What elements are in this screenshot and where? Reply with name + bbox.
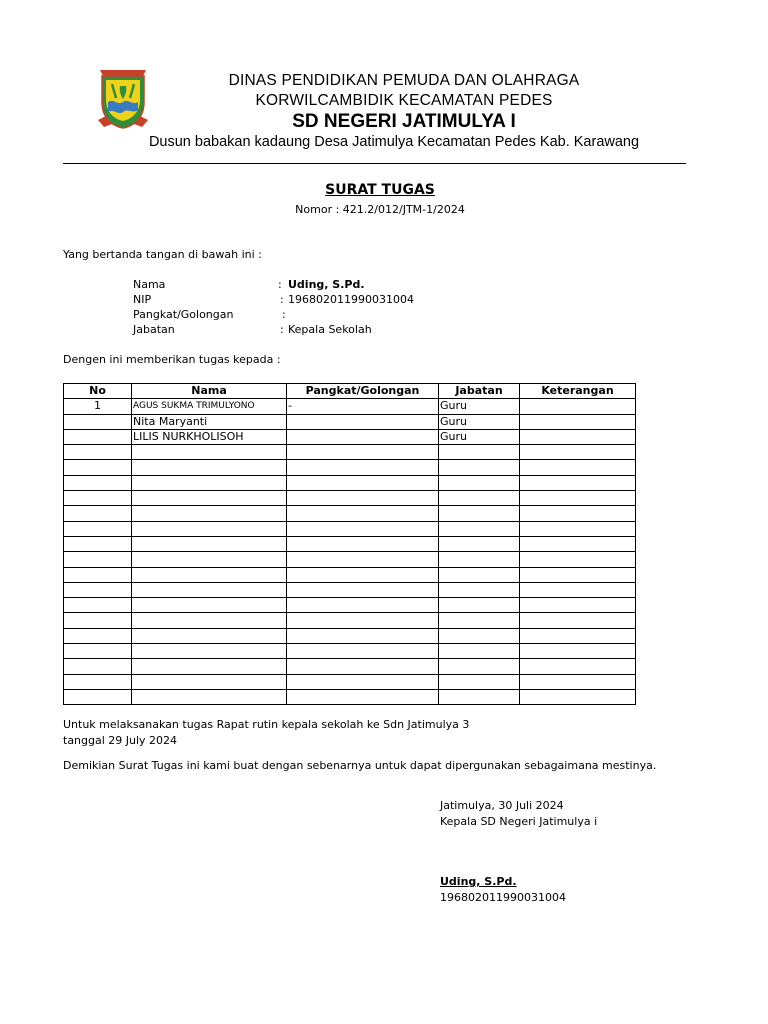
- col-header-pangkat: Pangkat/Golongan: [287, 384, 439, 399]
- cell-keterangan: [520, 689, 636, 704]
- assignee-table: [63, 383, 636, 705]
- field-value-nip: 196802011990031004: [288, 293, 414, 306]
- table-row: [64, 689, 636, 704]
- cell-no: [64, 536, 132, 551]
- table-row: [64, 628, 636, 643]
- assign-text: Dengen ini memberikan tugas kepada :: [63, 353, 281, 366]
- cell-no: [64, 644, 132, 659]
- header-school-name: SD NEGERI JATIMULYA I: [292, 111, 516, 132]
- cell-nama: [132, 475, 287, 490]
- cell-nama: [132, 536, 287, 551]
- cell-pangkat: [287, 445, 439, 460]
- cell-nama: [132, 521, 287, 536]
- field-value-jabatan: Kepala Sekolah: [288, 323, 372, 336]
- cell-nama: [132, 598, 287, 613]
- table-row: [64, 491, 636, 506]
- cell-pangkat: [287, 491, 439, 506]
- cell-nama: [132, 460, 287, 475]
- header-agency: DINAS PENDIDIKAN PEMUDA DAN OLAHRAGA: [228, 72, 580, 89]
- field-label-nama: Nama: [133, 278, 166, 291]
- field-colon-nama: :: [278, 278, 282, 291]
- cell-jabatan: [439, 628, 520, 643]
- field-label-nip: NIP: [133, 293, 152, 306]
- table-body: [64, 399, 636, 705]
- cell-jabatan: [439, 613, 520, 628]
- cell-no: [64, 445, 132, 460]
- field-colon-nip: :: [280, 293, 284, 306]
- cell-keterangan: [520, 445, 636, 460]
- signature-place-date: Jatimulya, 30 Juli 2024: [440, 799, 564, 812]
- cell-pangkat: [287, 567, 439, 582]
- closing-text: Demikian Surat Tugas ini kami buat dengan sebenarnya untuk dapat dipergunakan sebagaimana mestinya.: [63, 759, 657, 772]
- cell-jabatan: [439, 582, 520, 597]
- col-header-no: No: [64, 384, 132, 399]
- cell-no: [64, 689, 132, 704]
- table-row: [64, 598, 636, 613]
- cell-jabatan: [439, 521, 520, 536]
- table-row: [64, 460, 636, 475]
- cell-pangkat: [287, 598, 439, 613]
- cell-keterangan: [520, 521, 636, 536]
- cell-pangkat: [287, 460, 439, 475]
- cell-nama: [132, 582, 287, 597]
- cell-no: [64, 521, 132, 536]
- table-row: [64, 674, 636, 689]
- purpose-line-1: Untuk melaksanakan tugas Rapat rutin kepala sekolah ke Sdn Jatimulya 3: [63, 718, 470, 731]
- cell-pangkat: [287, 414, 439, 429]
- field-colon-pangkat: :: [282, 308, 286, 321]
- table-row: [64, 659, 636, 674]
- cell-nama: [132, 567, 287, 582]
- cell-nama: AGUS SUKMA TRIMULYONO: [132, 399, 287, 414]
- cell-keterangan: [520, 536, 636, 551]
- cell-no: [64, 674, 132, 689]
- cell-no: [64, 552, 132, 567]
- purpose-line-2: tanggal 29 July 2024: [63, 734, 178, 747]
- table-row: [64, 521, 636, 536]
- cell-keterangan: [520, 475, 636, 490]
- table-row: [64, 445, 636, 460]
- cell-pangkat: [287, 674, 439, 689]
- cell-keterangan: [520, 506, 636, 521]
- cell-keterangan: [520, 460, 636, 475]
- cell-pangkat: -: [287, 399, 439, 414]
- cell-keterangan: [520, 613, 636, 628]
- field-label-jabatan: Jabatan: [133, 323, 175, 336]
- cell-nama: [132, 445, 287, 460]
- cell-no: [64, 567, 132, 582]
- table-row: [64, 613, 636, 628]
- cell-no: [64, 598, 132, 613]
- cell-no: [64, 628, 132, 643]
- cell-pangkat: [287, 475, 439, 490]
- cell-pangkat: [287, 628, 439, 643]
- cell-pangkat: [287, 552, 439, 567]
- table-row: [64, 399, 636, 414]
- signature-name: Uding, S.Pd.: [440, 875, 517, 888]
- cell-nama: [132, 613, 287, 628]
- cell-pangkat: [287, 506, 439, 521]
- table-row: [64, 429, 636, 444]
- cell-keterangan: [520, 644, 636, 659]
- cell-jabatan: [439, 674, 520, 689]
- cell-jabatan: [439, 567, 520, 582]
- cell-no: [64, 414, 132, 429]
- header-address: Dusun babakan kadaung Desa Jatimulya Kecamatan Pedes Kab. Karawang: [148, 134, 640, 150]
- cell-no: [64, 475, 132, 490]
- intro-text: Yang bertanda tangan di bawah ini :: [63, 248, 262, 261]
- header-subagency: KORWILCAMBIDIK KECAMATAN PEDES: [255, 92, 553, 109]
- table-row: [64, 414, 636, 429]
- cell-keterangan: [520, 552, 636, 567]
- cell-pangkat: [287, 644, 439, 659]
- table-row: [64, 475, 636, 490]
- cell-jabatan: [439, 460, 520, 475]
- cell-jabatan: [439, 552, 520, 567]
- cell-no: [64, 460, 132, 475]
- cell-keterangan: [520, 598, 636, 613]
- cell-no: [64, 659, 132, 674]
- cell-jabatan: [439, 598, 520, 613]
- cell-nama: [132, 674, 287, 689]
- cell-jabatan: Guru: [439, 399, 520, 414]
- cell-nama: Nita Maryanti: [132, 414, 287, 429]
- signature-position: Kepala SD Negeri Jatimulya i: [440, 815, 598, 828]
- cell-nama: [132, 659, 287, 674]
- table-row: [64, 536, 636, 551]
- cell-keterangan: [520, 628, 636, 643]
- cell-no: [64, 582, 132, 597]
- col-header-jabatan: Jabatan: [439, 384, 520, 399]
- table-header-row: [64, 384, 636, 399]
- cell-no: [64, 491, 132, 506]
- cell-pangkat: [287, 536, 439, 551]
- cell-jabatan: [439, 475, 520, 490]
- cell-keterangan: [520, 659, 636, 674]
- cell-keterangan: [520, 567, 636, 582]
- cell-jabatan: [439, 536, 520, 551]
- cell-keterangan: [520, 414, 636, 429]
- cell-pangkat: [287, 582, 439, 597]
- cell-nama: LILIS NURKHOLISOH: [132, 429, 287, 444]
- table-row: [64, 506, 636, 521]
- cell-pangkat: [287, 521, 439, 536]
- cell-pangkat: [287, 689, 439, 704]
- cell-jabatan: [439, 689, 520, 704]
- cell-no: [64, 429, 132, 444]
- cell-no: [64, 506, 132, 521]
- cell-pangkat: [287, 613, 439, 628]
- table-row: [64, 552, 636, 567]
- cell-jabatan: Guru: [439, 429, 520, 444]
- cell-nama: [132, 506, 287, 521]
- cell-nama: [132, 491, 287, 506]
- cell-keterangan: [520, 582, 636, 597]
- cell-keterangan: [520, 674, 636, 689]
- table-row: [64, 644, 636, 659]
- cell-pangkat: [287, 659, 439, 674]
- letter-number: Nomor : 421.2/012/JTM-1/2024: [295, 203, 465, 216]
- field-colon-jabatan: :: [280, 323, 284, 336]
- signature-nip: 196802011990031004: [440, 891, 566, 904]
- cell-nama: [132, 552, 287, 567]
- cell-no: [64, 613, 132, 628]
- letter-title: SURAT TUGAS: [325, 182, 435, 198]
- cell-keterangan: [520, 399, 636, 414]
- cell-nama: [132, 689, 287, 704]
- cell-nama: [132, 628, 287, 643]
- cell-keterangan: [520, 429, 636, 444]
- table-row: [64, 582, 636, 597]
- cell-keterangan: [520, 491, 636, 506]
- cell-jabatan: [439, 659, 520, 674]
- cell-jabatan: [439, 445, 520, 460]
- field-label-pangkat: Pangkat/Golongan: [133, 308, 234, 321]
- table-row: [64, 567, 636, 582]
- cell-no: 1: [64, 399, 132, 414]
- cell-jabatan: [439, 644, 520, 659]
- cell-nama: [132, 644, 287, 659]
- header-divider: [63, 163, 686, 164]
- cell-jabatan: [439, 506, 520, 521]
- cell-pangkat: [287, 429, 439, 444]
- field-value-nama: Uding, S.Pd.: [288, 278, 365, 291]
- col-header-keterangan: Keterangan: [520, 384, 636, 399]
- cell-jabatan: [439, 491, 520, 506]
- col-header-nama: Nama: [132, 384, 287, 399]
- cell-jabatan: Guru: [439, 414, 520, 429]
